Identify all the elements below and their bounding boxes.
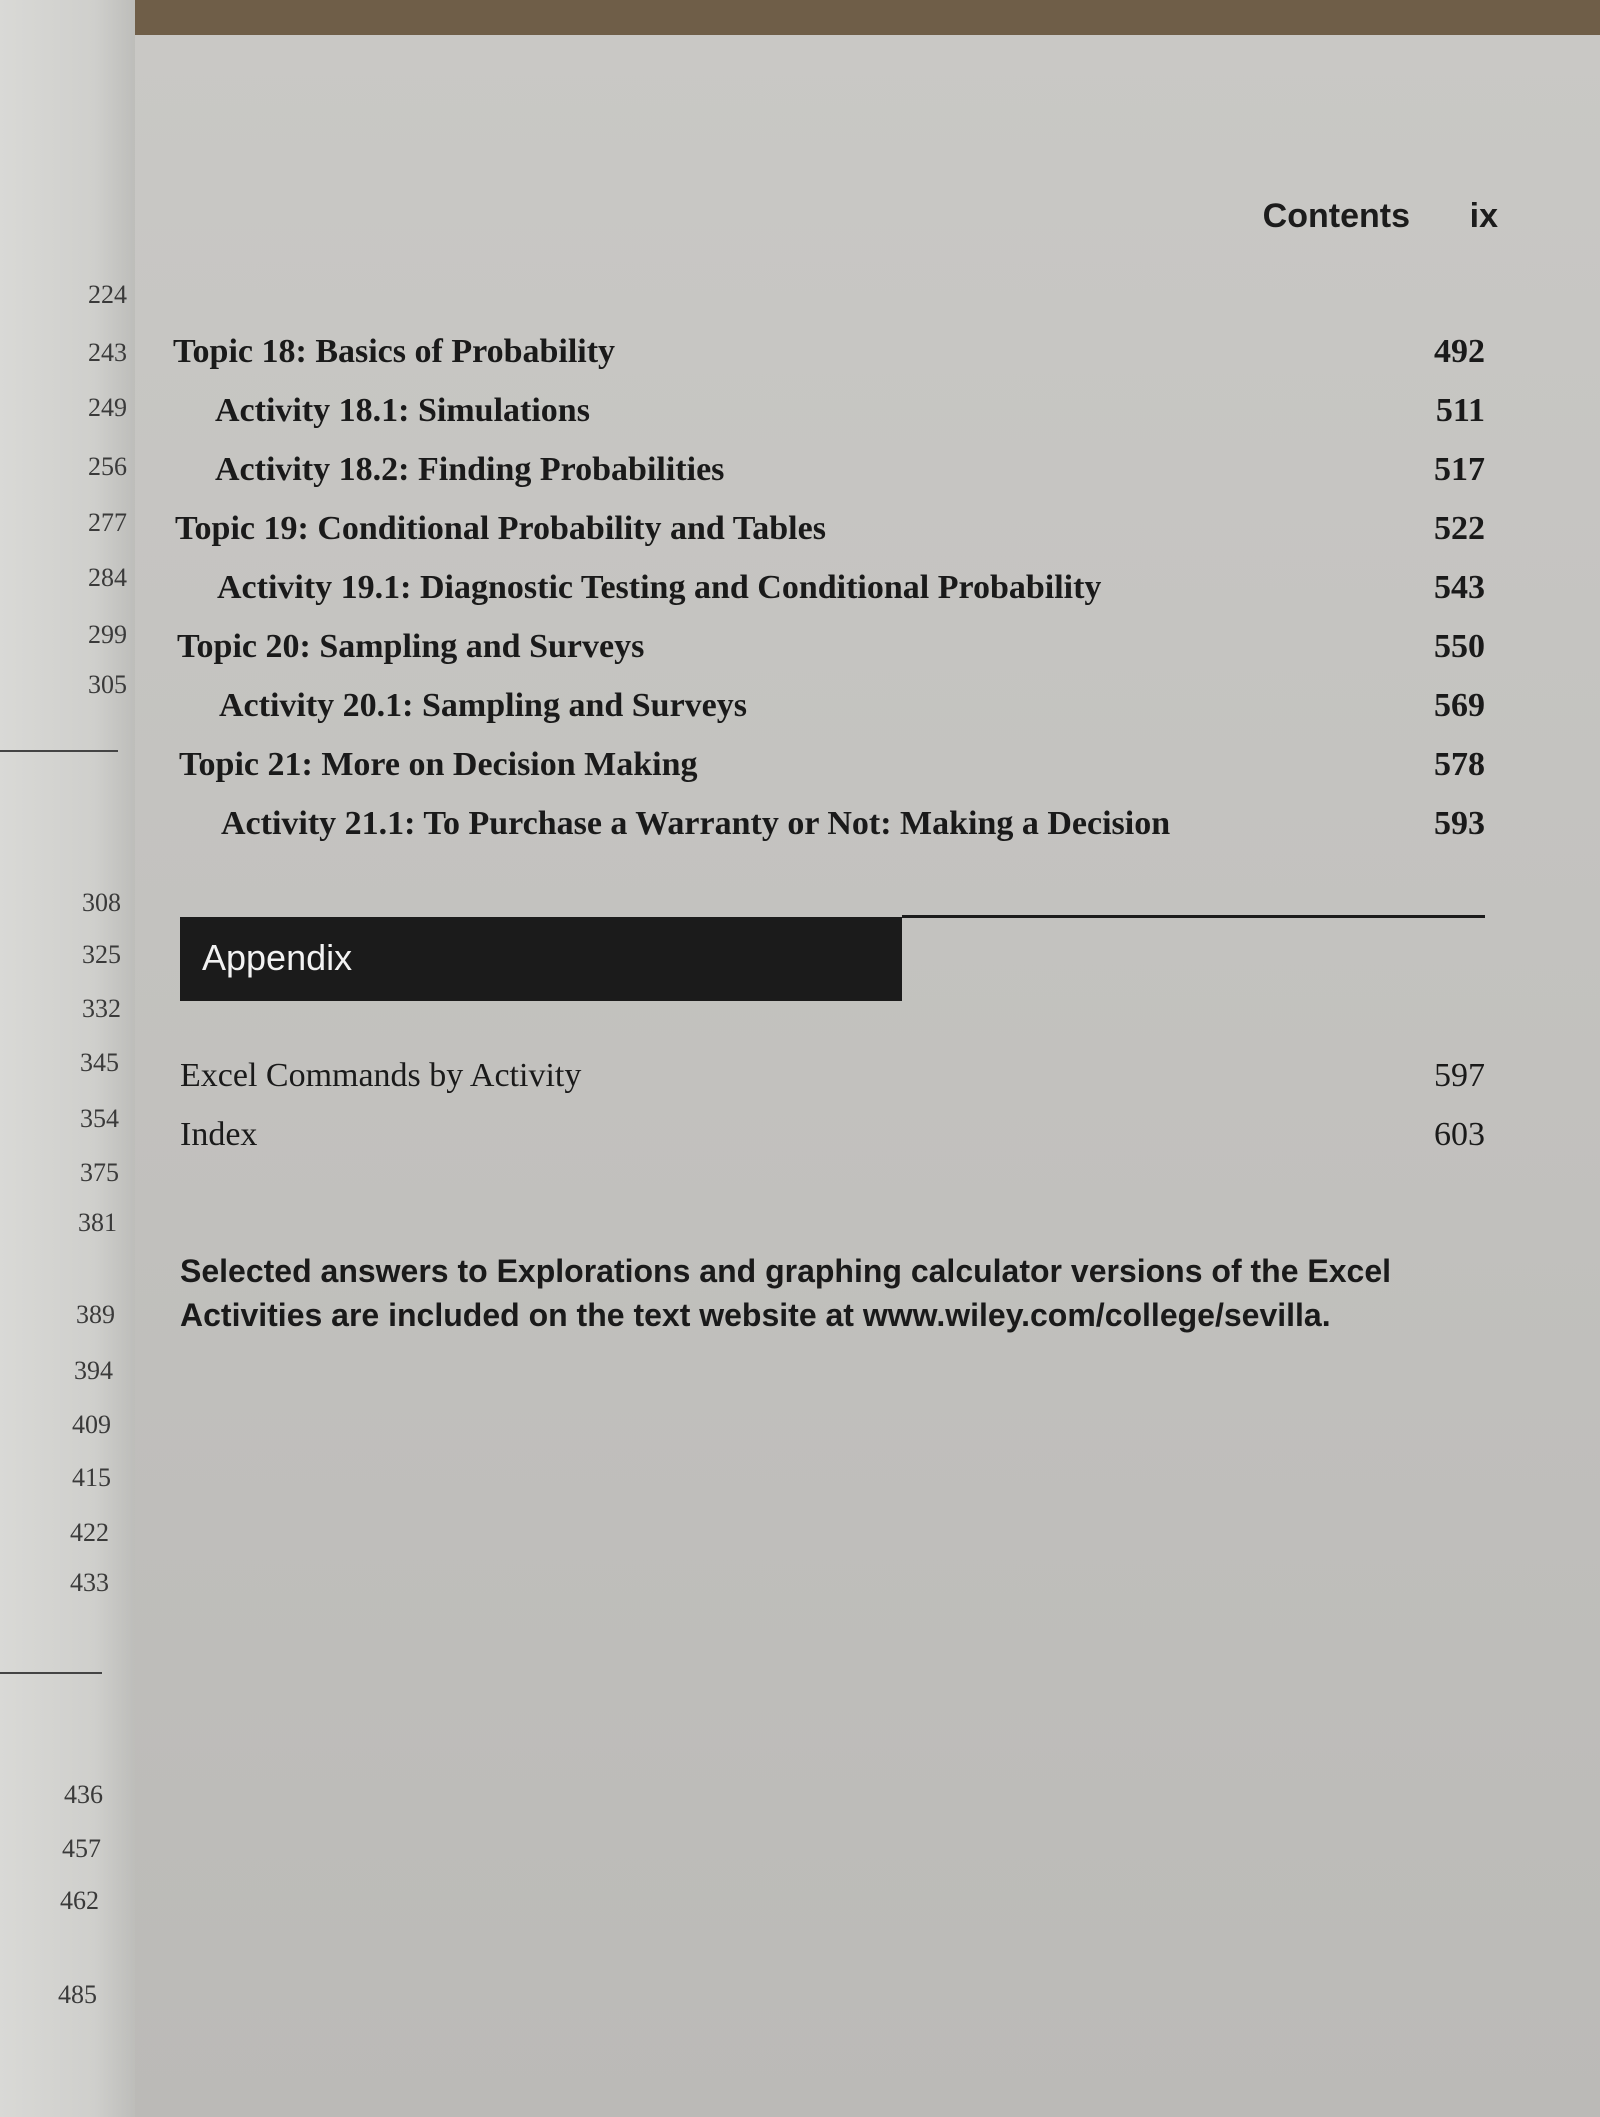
toc-activity-row	[135, 687, 1600, 737]
left-page-number: 243	[88, 338, 127, 367]
toc-entry-label: Activity 20.1: Sampling and Surveys	[219, 687, 747, 724]
appendix-heading: Appendix	[202, 937, 353, 978]
left-page-number: 485	[58, 1980, 97, 2009]
left-page-number: 457	[62, 1834, 101, 1863]
left-page-number: 375	[80, 1158, 119, 1187]
toc-entry-label: Activity 21.1: To Purchase a Warranty or Not: Making a Decision	[221, 805, 1171, 842]
toc-topic-row	[135, 510, 1600, 560]
toc-entry-page: 543	[1434, 569, 1485, 606]
running-header-title: Contents	[1262, 197, 1410, 235]
left-page-number: 409	[72, 1410, 111, 1439]
left-page-number: 433	[70, 1568, 109, 1597]
left-page-number: 436	[64, 1780, 103, 1809]
toc-topic-row	[135, 333, 1600, 383]
left-page-number: 354	[80, 1104, 119, 1133]
left-page-number: 332	[82, 994, 121, 1023]
appendix-entry-row	[135, 1116, 1600, 1166]
toc-entry-label: Activity 19.1: Diagnostic Testing and Conditional Probability	[217, 569, 1102, 606]
left-page-number: 462	[60, 1886, 99, 1915]
appendix-heading-bar	[180, 917, 902, 1001]
contents-page	[135, 35, 1600, 2117]
left-page-number: 308	[82, 888, 121, 917]
toc-entry-label: Topic 19: Conditional Probability and Tables	[175, 510, 826, 547]
toc-entry-page: 593	[1434, 805, 1485, 842]
toc-topic-row	[135, 628, 1600, 678]
left-page-number: 381	[78, 1208, 117, 1237]
appendix-rule	[902, 915, 1485, 918]
appendix-entry-label: Index	[180, 1116, 258, 1153]
left-page-rule	[0, 750, 118, 752]
toc-activity-row	[135, 392, 1600, 442]
appendix-entry-page: 603	[1434, 1116, 1485, 1153]
toc-entry-page: 550	[1434, 628, 1485, 665]
toc-entry-page: 522	[1434, 510, 1485, 547]
website-note: Selected answers to Explorations and graphing calculator versions of the Excel Activities are included on the text website at www.wiley.com/college/sevilla.	[180, 1253, 1392, 1333]
left-page-number: 284	[88, 563, 127, 592]
toc-entry-page: 511	[1435, 392, 1485, 429]
left-page-number: 256	[88, 452, 127, 481]
left-page-number: 299	[88, 620, 127, 649]
left-page-number: 249	[88, 393, 127, 422]
toc-entry-label: Topic 18: Basics of Probability	[173, 333, 616, 370]
previous-page-edge	[0, 0, 135, 2117]
toc-topic-row	[135, 746, 1600, 796]
toc-entry-page: 517	[1434, 451, 1485, 488]
toc-activity-row	[135, 569, 1600, 619]
left-page-rule	[0, 1672, 102, 1674]
appendix-entry-row	[135, 1057, 1600, 1107]
toc-entry-label: Activity 18.1: Simulations	[215, 392, 590, 429]
toc-activity-row	[135, 451, 1600, 501]
toc-entry-page: 569	[1434, 687, 1485, 724]
running-header-page-number: ix	[1469, 197, 1498, 235]
left-page-number: 422	[70, 1518, 109, 1547]
left-page-number: 224	[88, 280, 127, 309]
appendix-entry-page: 597	[1434, 1057, 1485, 1094]
left-page-number: 394	[74, 1356, 113, 1385]
toc-entry-label: Activity 18.2: Finding Probabilities	[215, 451, 725, 488]
toc-entry-label: Topic 20: Sampling and Surveys	[177, 628, 645, 665]
toc-activity-row	[135, 805, 1600, 855]
left-page-number: 389	[76, 1300, 115, 1329]
left-page-number: 415	[72, 1463, 111, 1492]
left-page-number: 277	[88, 508, 127, 537]
appendix-entry-label: Excel Commands by Activity	[180, 1057, 582, 1094]
toc-entry-label: Topic 21: More on Decision Making	[179, 746, 698, 783]
left-page-number: 305	[88, 670, 127, 699]
left-page-number: 325	[82, 940, 121, 969]
left-page-number: 345	[80, 1048, 119, 1077]
toc-entry-page: 492	[1434, 333, 1485, 370]
toc-entry-page: 578	[1434, 746, 1485, 783]
